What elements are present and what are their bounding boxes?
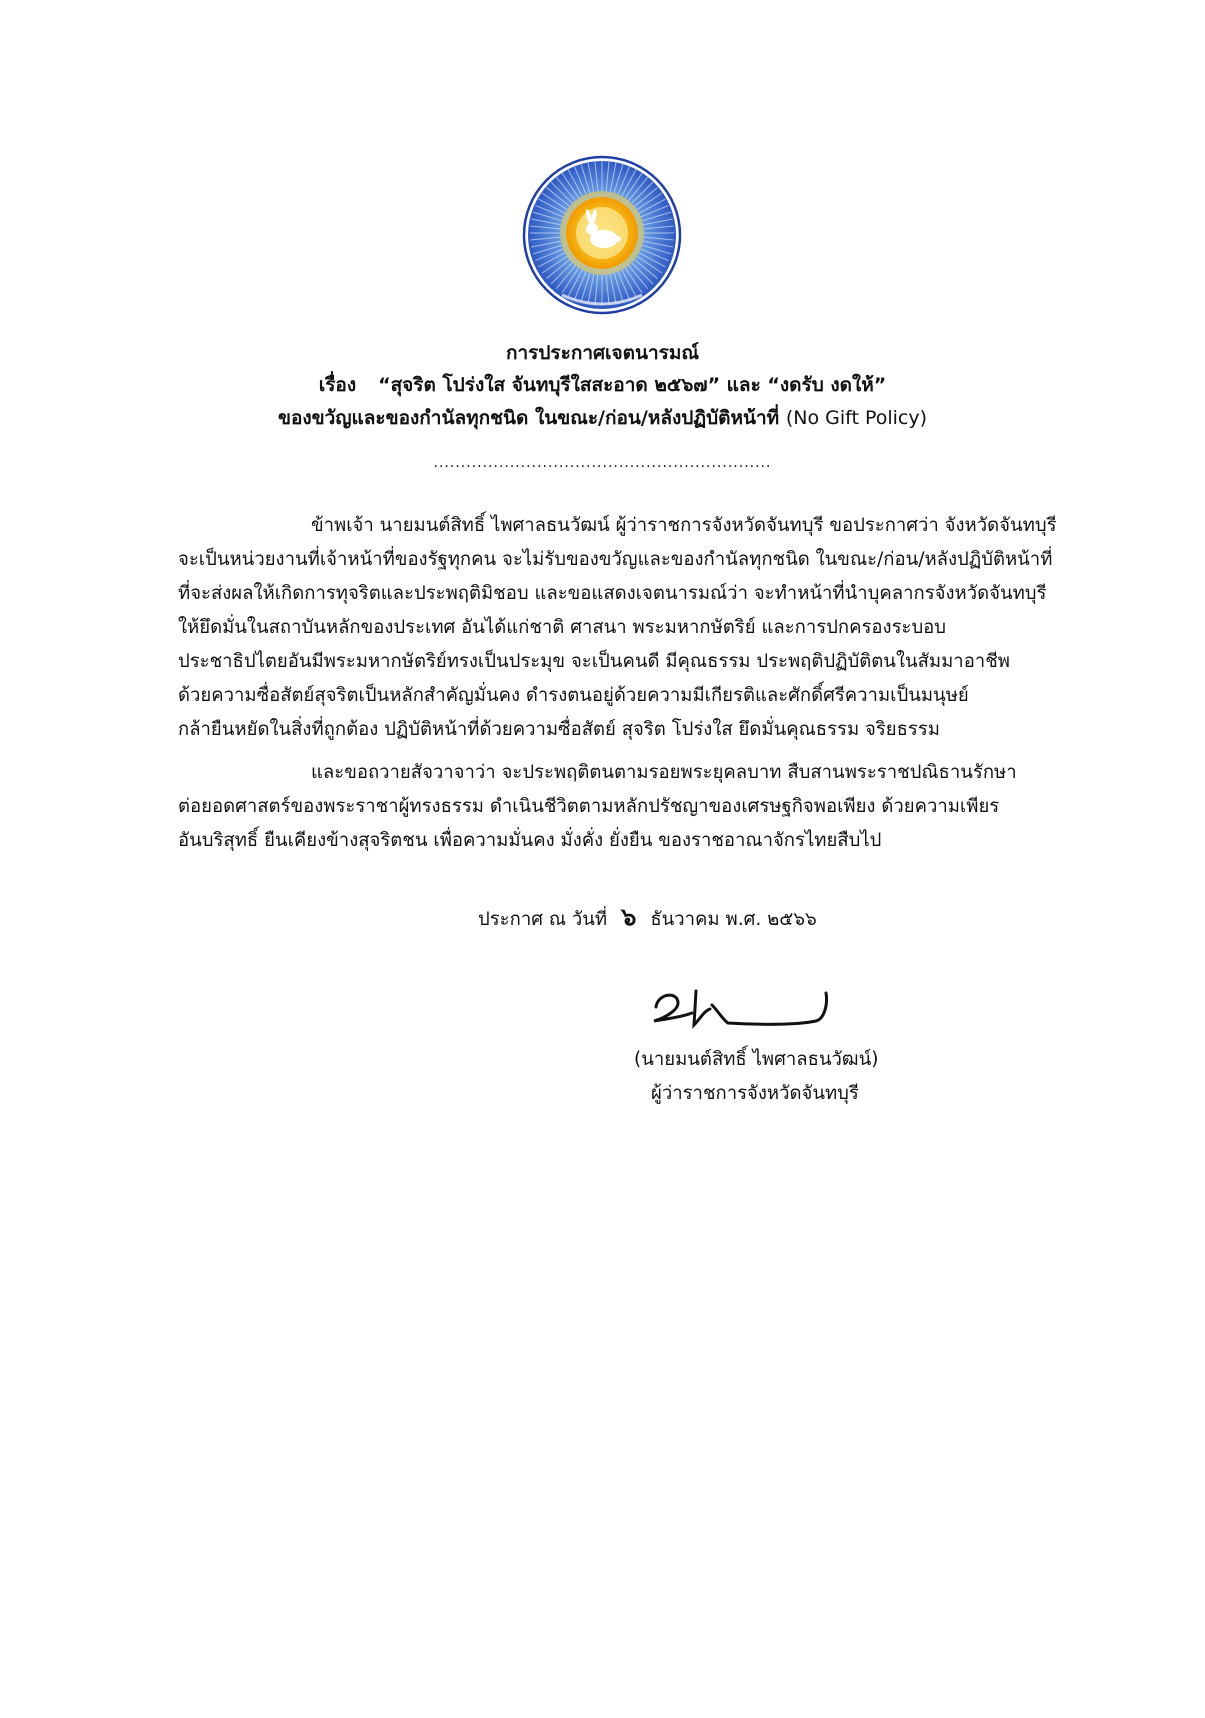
announcement-date	[478, 897, 817, 936]
document-subject	[0, 370, 1205, 400]
document-title: การประกาศเจตนารมณ์	[505, 342, 700, 364]
paragraph2-line2: ต่อยอดศาสตร์ของพระราชาผู้ทรงธรรม ดำเนินชีวิตตามหลักปรัชญาของเศรษฐกิจพอเพียง ด้วยความเพียร	[178, 796, 1000, 817]
paragraph1-line4: ให้ยึดมั่นในสถาบันหลักของประเทศ อันได้แก่ชาติ ศาสนา พระมหากษัตริย์ และการปกครองระบอบ	[178, 617, 947, 638]
paragraph1-line5: ประชาธิปไตยอันมีพระมหากษัตริย์ทรงเป็นประมุข จะเป็นคนดี มีคุณธรรม ประพฤติปฏิบัติตนในสัมมาอาชีพ	[178, 651, 1010, 672]
date-prefix: ประกาศ ณ วันที่	[478, 909, 608, 930]
date-month-year: ธันวาคม พ.ศ. ๒๕๖๖	[650, 909, 817, 930]
handwritten-signature-icon	[648, 975, 848, 1035]
subject-line2-text: ของขวัญและของกำนัลทุกชนิด ในขณะ/ก่อน/หลังปฏิบัติหน้าที่	[277, 407, 780, 429]
paragraph1-line1: ข้าพเจ้า นายมนต์สิทธิ์ ไพศาลธนวัฒน์ ผู้ว่าราชการจังหวัดจันทบุรี ขอประกาศว่า จังหวัดจันทบุรี	[311, 515, 1057, 536]
no-gift-policy-label: (No Gift Policy)	[785, 407, 928, 429]
subject-text: “สุจริต โปร่งใส จันทบุรีใสสะอาด ๒๕๖๗” และ “งดรับ งดให้”	[378, 374, 887, 396]
paragraph1-line6: ด้วยความซื่อสัตย์สุจริตเป็นหลักสำคัญมั่นคง ดำรงตนอยู่ด้วยความมีเกียรติและศักดิ์ศรีความเป็นมนุษย์	[178, 685, 969, 706]
paragraph2-line3: อันบริสุทธิ์ ยืนเคียงข้างสุจริตชน เพื่อความมั่นคง มั่งคั่ง ยั่งยืน ของราชอาณาจักรไทยสืบไป	[178, 830, 882, 851]
signer-title: ผู้ว่าราชการจังหวัดจันทบุรี	[651, 1083, 859, 1104]
document-subject-line2	[0, 403, 1205, 433]
signer-name: (นายมนต์สิทธิ์ ไพศาลธนวัฒน์)	[634, 1049, 879, 1070]
paragraph1-line2: จะเป็นหน่วยงานที่เจ้าหน้าที่ของรัฐทุกคน จะไม่รับของขวัญและของกำนัลทุกชนิด ในขณะ/ก่อน/หลังปฏิบัติหน้าที่	[178, 549, 1053, 570]
chanthaburi-emblem-icon	[522, 155, 682, 315]
paragraph1-line3: ที่จะส่งผลให้เกิดการทุจริตและประพฤติมิชอบ และขอแสดงเจตนารมณ์ว่า จะทำหน้าที่นำบุคลากรจังหวัดจันทบุรี	[178, 583, 1047, 604]
paragraph2-line1: และขอถวายสัจวาจาว่า จะประพฤติตนตามรอยพระยุคลบาท สืบสานพระราชปณิธานรักษา	[311, 762, 1017, 783]
paragraph1-line7: กล้ายืนหยัดในสิ่งที่ถูกต้อง ปฏิบัติหน้าที่ด้วยความซื่อสัตย์ สุจริต โปร่งใส ยึดมั่นคุณธรรม จริยธรรม	[178, 719, 940, 740]
subject-label: เรื่อง	[318, 374, 357, 396]
dotted-separator: ..............................................................	[433, 455, 772, 471]
date-day: ๖	[621, 903, 637, 931]
